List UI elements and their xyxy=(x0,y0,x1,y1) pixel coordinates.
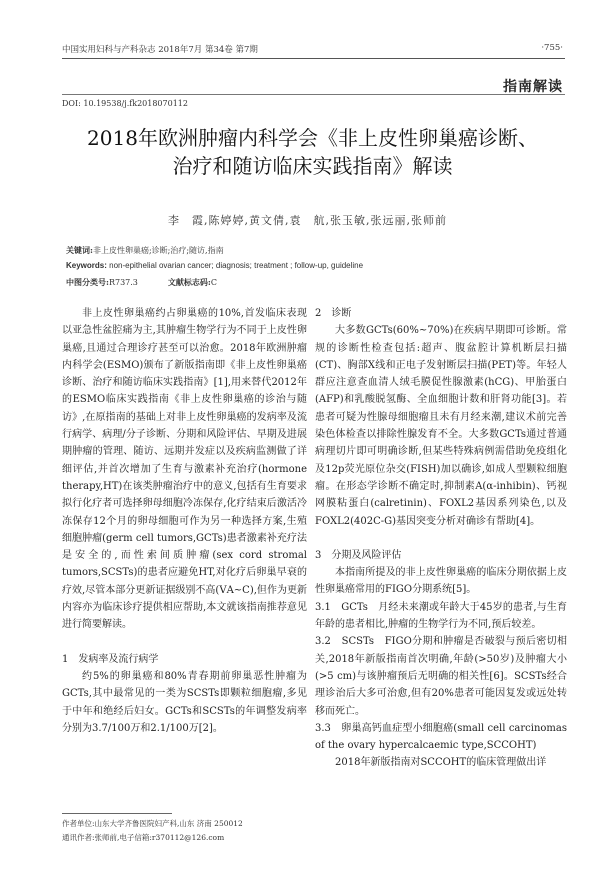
section-1-text: 约5%的卵巢癌和80%青春期前卵巢恶性肿瘤为GCTs,其中最常见的一类为SCSTs即颗粒细胞瘤,多见于中年和绝经后妇女。GCTs和SCSTs的年调整发病率分别为3.7/100万和2.1/100万[2]。 xyxy=(62,670,307,734)
footnote-contact: 通讯作者:张师前,电子信箱:r370112@126.com xyxy=(62,833,225,842)
doi: DOI: 10.19538/j.fk2018070112 xyxy=(62,99,188,108)
clc-code: R737.3 xyxy=(108,278,138,287)
section-2-heading: 2 诊断 xyxy=(315,308,352,319)
section-3-3-text: 2018年新版指南对SCCOHT的临床管理做出详 xyxy=(335,757,547,769)
doc-code: C xyxy=(210,278,217,287)
title-line-1: 2018年欧洲肿瘤内科学会《非上皮性卵巢癌诊断、 xyxy=(87,126,538,150)
section-label: 指南解读 xyxy=(503,79,563,95)
section-3-2: 3.2 SCSTs FIGO分期和肿瘤是否破裂与预后密切相关,2018年新版指南首次明确,年龄(>50岁)及肿瘤大小(>5 cm)与该肿瘤预后无明确的相关性[6]。SCSTs经合理诊治后大多可治愈,但有20%患者可能因复发或远处转移而死亡。 xyxy=(315,636,567,717)
journal-header: 中国实用妇科与产科杂志 2018年7月 第34卷 第7期 xyxy=(62,45,258,55)
section-2-text: 大多数GCTs(60%~70%)在疾病早期即可诊断。常规的诊断性检查包括:超声、腹盆腔计算机断层扫描(CT)、胸部X线和正电子发射断层扫描(PET)等。年轻人群应注意查血清人绒毛膜促性腺激素(hCG)、甲胎蛋白(AFP)和乳酸脱氢酶、全血细胞计数和肝肾功能[3]。若患者可疑为性腺母细胞瘤且未有月经来潮,建议术前完善染色体检查以排除性腺发育不全。大多数GCTs通过普通病理切片即可明确诊断,但某些特殊病例需借助免疫组化及12p荧光原位杂交(FISH)加以确诊,如成人型颗粒细胞瘤。在形态学诊断不确定时,抑制素A(α-inhibin)、钙视网膜粘蛋白(calretinin)、FOXL2基因系列染色,以及FOXL2(402C-G)基因突变分析对确诊有帮助[4]。 xyxy=(315,325,567,527)
keywords-en-label: Keywords: xyxy=(66,261,107,270)
section-3-3: 3.3 卵巢高钙血症型小细胞癌(small cell carcinomas of the ovary hypercalcaemic type,SCCOHT) xyxy=(315,722,567,752)
title-line-2: 治疗和随访临床实践指南》解读 xyxy=(172,154,453,178)
section-1-heading: 1 发病率及流行病学 xyxy=(62,653,159,665)
keywords-en-text: non-epithelial ovarian cancer; diagnosis; treatment ; follow-up, guideline xyxy=(109,261,364,270)
doc-code-label: 文献标志码: xyxy=(167,277,211,287)
keywords-cn-text: 非上皮性卵巢癌;诊断;治疗;随访,指南 xyxy=(92,246,224,255)
section-rule xyxy=(62,94,565,95)
keywords-cn xyxy=(66,245,224,256)
left-column xyxy=(62,305,307,737)
page-number: ·755· xyxy=(541,43,563,53)
intro-paragraph: 非上皮性卵巢癌约占卵巢癌的10%,首发临床表现以亚急性盆腔痛为主,其肿瘤生物学行为不同于上皮性卵巢癌,且通过合理诊疗甚至可以治愈。2018年欧洲肿瘤内科学会(ESMO)颁布了新版指南即《非上皮性卵巢癌诊断、治疗和随访临床实践指南》[1],用来替代2012年的ESMO临床实践指南《非上皮性卵巢癌的诊治与随访》,在原指南的基础上对非上皮性卵巢癌的发病率及流行病学、病理/分子诊断、分期和风险评估、早期及进展期肿瘤的管理、随访、远期并发症以及疾病监测做了详细评估,并首次增加了生育与激素补充治疗(hormone therapy,HT)在该类肿瘤治疗中的意义,包括有生育要求拟行化疗者可选择卵母细胞冷冻保存,化疗结束后激活冷冻保存12个月的卵母细胞可作为另一种选择方案,生殖细胞肿瘤(germ cell tumors,GCTs)患者激素补充疗法是安全的,而性索间质肿瘤(sex cord stromal tumors,SCSTs)的患者应避免HT,对化疗后卵巢早衰的疗效,尽管本部分更新证据级别不高(ⅤA~C),但作为更新内容亦为临床诊疗提供相应帮助,本文就该指南推荐意见进行简要解读。 xyxy=(62,308,307,631)
keywords-en xyxy=(66,261,363,270)
section-3-text: 本指南所提及的非上皮性卵巢癌的临床分期依据上皮性卵巢癌常用的FIGO分期系统[5]。 xyxy=(315,567,567,596)
section-3-heading: 3 分期及风险评估 xyxy=(315,549,402,561)
header-rule xyxy=(62,58,565,59)
keywords-cn-label: 关键词: xyxy=(66,245,93,255)
footnote-rule xyxy=(62,813,172,814)
right-column xyxy=(315,305,567,772)
authors: 李 霞,陈婷婷,黄文倩,袁 航,张玉敏,张远丽,张师前 xyxy=(168,214,447,227)
section-3-1: 3.1 GCTs 月经未来潮或年龄大于45岁的患者,与生育年龄的患者相比,肿瘤的生物学行为不同,预后较差。 xyxy=(315,601,567,631)
clc-label: 中图分类号: xyxy=(66,277,109,287)
classification xyxy=(66,277,217,288)
footnote-affiliation: 作者单位:山东大学齐鲁医院妇产科,山东 济南 250012 xyxy=(62,819,243,828)
